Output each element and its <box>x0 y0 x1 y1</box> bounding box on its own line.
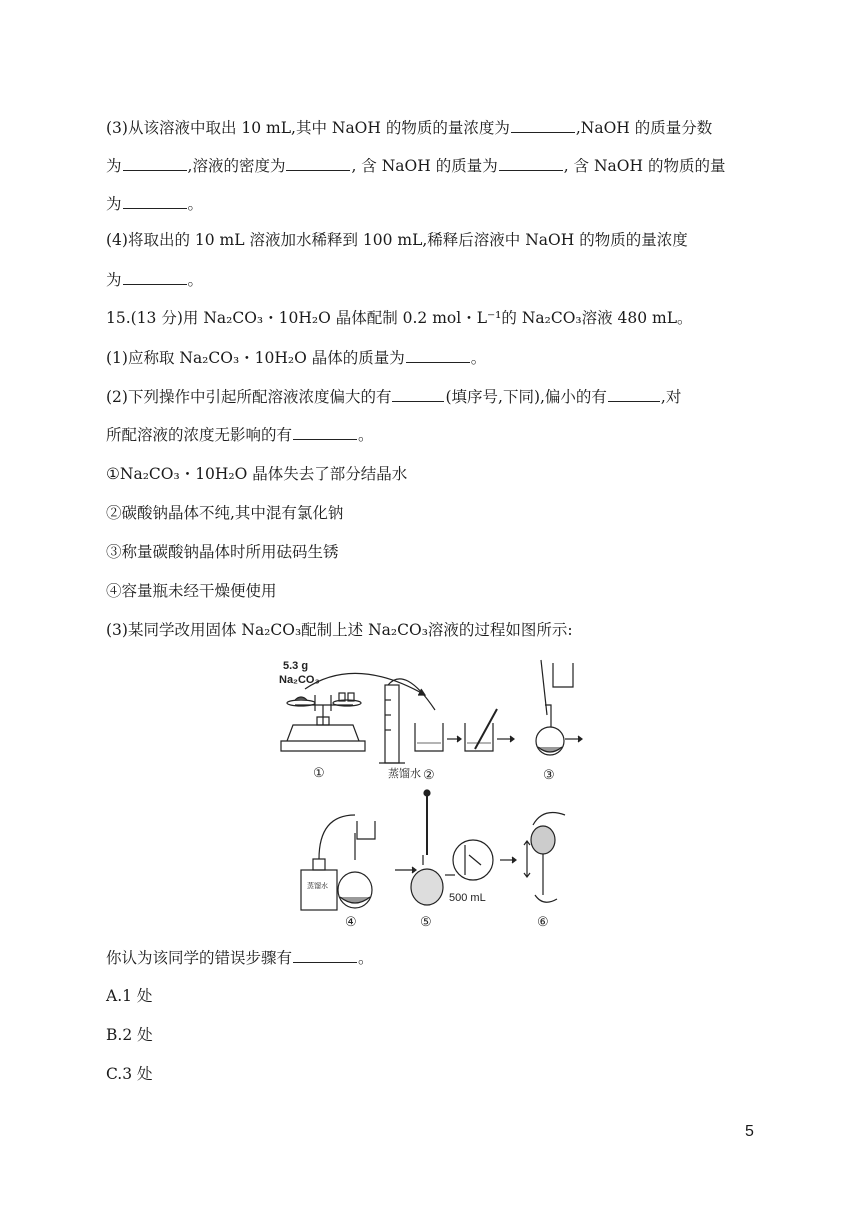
dissolving-illustration <box>379 679 514 763</box>
distilled-water-label: 蒸馏水 <box>388 768 421 780</box>
step-2-label: ② <box>423 767 435 782</box>
q15-part3 <box>106 620 573 640</box>
choice-a-text: A.1 处 <box>106 987 153 1005</box>
q15-p2-text-a: (2)下列操作中引起所配溶液浓度偏大的有 <box>106 388 392 406</box>
invert-illustration <box>524 813 565 903</box>
q3-text-6: , 含 NaOH 的物质的量 <box>563 157 726 175</box>
procedure-figure <box>275 655 585 933</box>
step-3-label: ③ <box>543 767 555 782</box>
q3-text-8: 。 <box>187 195 204 213</box>
step-4-label: ④ <box>345 914 357 929</box>
step-1-label: ① <box>313 765 325 780</box>
transfer-illustration <box>536 660 582 755</box>
step-6-label: ⑥ <box>537 914 549 929</box>
q15-part2-line1 <box>106 385 681 407</box>
answer-blank[interactable] <box>293 423 357 440</box>
q15-p3-text: (3)某同学改用固体 Na₂CO₃配制上述 Na₂CO₃溶液的过程如图所示: <box>106 621 573 639</box>
choice-b-text: B.2 处 <box>106 1026 153 1044</box>
volume-label: 500 mL <box>449 892 486 904</box>
q15-ask-end: 。 <box>358 949 374 967</box>
q3-text-7: 为 <box>106 195 122 213</box>
q15-ask-text: 你认为该同学的错误步骤有 <box>106 949 293 967</box>
q15-p1-end: 。 <box>470 349 487 367</box>
answer-blank[interactable] <box>406 346 470 363</box>
q15-p2-text-d: 所配溶液的浓度无影响的有 <box>106 426 293 444</box>
q15-ask <box>106 946 374 968</box>
q15-heading <box>106 308 693 328</box>
q3-line-1 <box>106 116 712 138</box>
q4-line-1 <box>106 230 688 250</box>
option-text: ③称量碳酸钠晶体时所用砝码生锈 <box>106 543 339 561</box>
q3-text-3: 为 <box>106 157 122 175</box>
q3-line-2 <box>106 154 725 176</box>
option-text: ④容量瓶未经干燥便使用 <box>106 582 277 600</box>
bottle-label: 蒸馏水 <box>307 883 328 890</box>
answer-blank[interactable] <box>123 192 187 209</box>
q3-text-5: , 含 NaOH 的质量为 <box>351 157 498 175</box>
q15-head-text: 15.(13 分)用 Na₂CO₃・10H₂O 晶体配制 0.2 mol・L⁻¹的 Na₂CO₃溶液 480 mL。 <box>106 309 693 327</box>
answer-blank[interactable] <box>511 116 575 133</box>
q15-part2-line2 <box>106 423 374 445</box>
q4-text-2: 为 <box>106 271 122 289</box>
q15-option-3 <box>106 542 339 562</box>
answer-blank[interactable] <box>286 154 350 171</box>
q15-p1-text: (1)应称取 Na₂CO₃・10H₂O 晶体的质量为 <box>106 349 405 367</box>
q15-p2-text-b: (填序号,下同),偏小的有 <box>445 388 607 406</box>
q15-option-2 <box>106 503 343 523</box>
step-5-label: ⑤ <box>420 914 432 929</box>
q15-part1 <box>106 346 486 368</box>
wash-illustration <box>301 815 416 910</box>
volume-illustration <box>411 790 516 905</box>
q3-text-1: (3)从该溶液中取出 10 mL,其中 NaOH 的物质的量浓度为 <box>106 119 510 137</box>
answer-blank[interactable] <box>499 154 563 171</box>
q15-p2-text-c: ,对 <box>660 388 682 406</box>
answer-blank[interactable] <box>123 268 187 285</box>
option-text: ①Na₂CO₃・10H₂O 晶体失去了部分结晶水 <box>106 465 408 483</box>
choice-a[interactable] <box>106 986 152 1006</box>
choice-c[interactable] <box>106 1064 153 1084</box>
balance-illustration <box>279 660 425 751</box>
choice-b[interactable] <box>106 1025 153 1045</box>
compound-label: Na₂CO₃ <box>279 674 320 686</box>
answer-blank[interactable] <box>608 385 660 402</box>
q15-option-4 <box>106 581 277 601</box>
q4-text-1: (4)将取出的 10 mL 溶液加水稀释到 100 mL,稀释后溶液中 NaOH 的物质的量浓度 <box>106 231 688 249</box>
choice-c-text: C.3 处 <box>106 1065 153 1083</box>
q3-line-3 <box>106 192 203 214</box>
q3-text-4: ,溶液的密度为 <box>187 157 286 175</box>
answer-blank[interactable] <box>392 385 444 402</box>
mass-label: 5.3 g <box>283 660 309 672</box>
q15-p2-text-e: 。 <box>358 426 374 444</box>
q3-text-2: ,NaOH 的质量分数 <box>575 119 713 137</box>
q15-option-1 <box>106 464 407 484</box>
answer-blank[interactable] <box>123 154 187 171</box>
answer-blank[interactable] <box>293 946 357 963</box>
q4-text-3: 。 <box>187 271 204 289</box>
page-number: 5 <box>745 1123 754 1140</box>
option-text: ②碳酸钠晶体不纯,其中混有氯化钠 <box>106 504 344 522</box>
q4-line-2 <box>106 268 203 290</box>
